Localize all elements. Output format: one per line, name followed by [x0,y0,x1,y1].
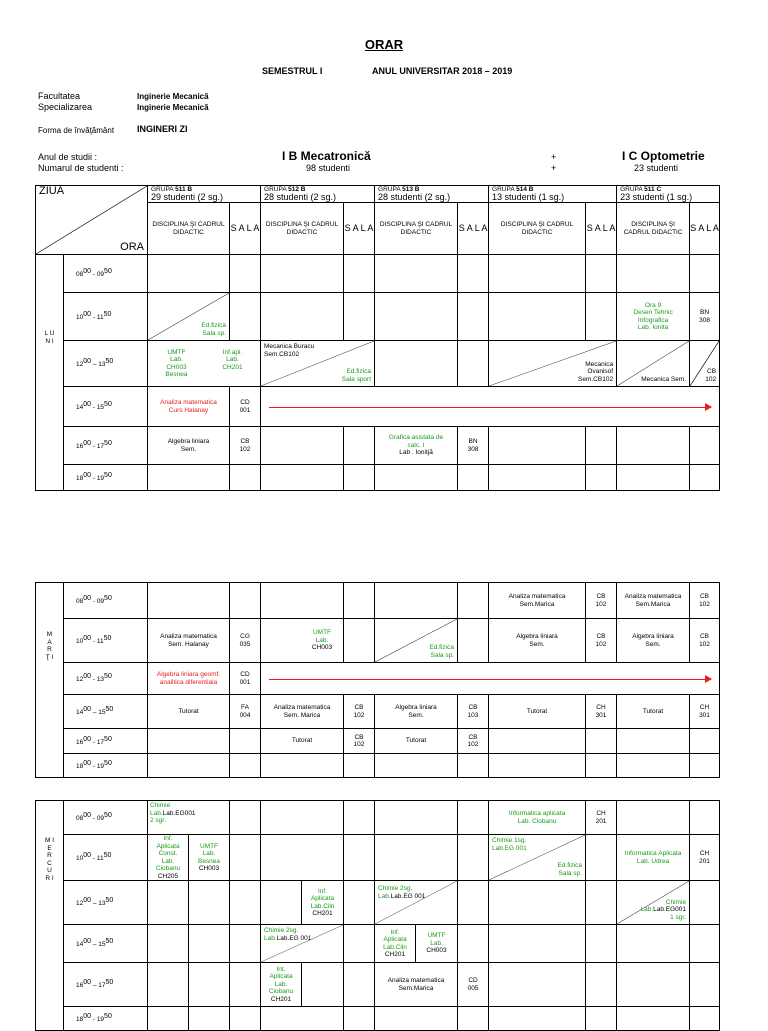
room-ch201: CH 201 [586,801,617,835]
ora-label: ORA [120,240,144,253]
cell-mecanica-514b: Mecanica Ovanisof Sem.CB102 [489,341,617,387]
specializare-label: Specializarea [38,102,93,112]
cell-tutorat-511c: Tutorat [617,695,690,729]
group-header-511b: GRUPA 511 B 29 studenti (2 sg.) [148,186,261,203]
cell-algebra-geom-curs: Algebra liniara geomf. analitica diferentiala [148,663,230,695]
forma-label: Forma de învăţământ [38,126,115,135]
cell-tutorat-512b: Tutorat [261,729,344,754]
disc-header: DISCIPLINA ŞI CADRUL DIDACTIC [261,203,344,255]
sala-header: S A L A [458,203,489,255]
cell-umtf-511b: UMTF Lab. Besnea CH003 [189,835,230,881]
program1-count: 98 studenti [306,163,351,173]
cell-edfiz-513b: Ed.fizica Sala sp. [375,619,458,663]
ziua-label: ZIUA [39,185,65,197]
cell-umtf-512b: UMTF Lab. CH003 [261,619,344,663]
time-slot: $14^{00} - 15^{50}$ [64,925,148,963]
cell-info-aplicata-511c: Informatica Aplicata Lab. Udrea [617,835,690,881]
cell-desen-tehnic: Ora 9 Desen Tehnic Infografica Lab. Ionita [617,293,690,341]
time-slot: $08^{00} - 09^{50}$ [64,255,148,293]
cell-am-512b: Analiza matematica Sem. Marica [261,695,344,729]
program2-title: I C Optometrie [622,149,705,163]
sala-header: S A L A [344,203,375,255]
sala-header: S A L A [586,203,617,255]
cell-am-511b: Analiza matematica Sem. Halanay [148,619,230,663]
semester-label: SEMESTRUL I [262,66,323,76]
cell-am-513b: Analiza matematica Sem.Marica [375,963,458,1007]
disc-header: DISCIPLINA ŞI CADRUL DIDACTIC [489,203,586,255]
time-slot: $08^{00} - 09^{50}$ [64,801,148,835]
cell-tutorat-511b: Tutorat [148,695,230,729]
day-marti: M A R Ţ I [36,583,64,778]
plus-sign-1: + [551,152,557,162]
course-arrow-row [261,663,720,695]
cell-chimie-511c: Chimie Lab.Lab.EG001 1 sgr. [617,881,690,925]
cell-al-511c: Algebra liniara Sem. [617,619,690,663]
sala-header: S A L A [690,203,720,255]
time-slot: $18^{00} - 19^{50}$ [64,465,148,491]
cell-info-aplicata-514b: Informatica aplicata Lab. Ciobanu [489,801,586,835]
time-slot: $12^{00} - 13^{50}$ [64,881,148,925]
cell-analiza-matematica-curs: Analiza matematica Curs Halanay [148,387,230,427]
time-slot: $16^{00} - 17^{50}$ [64,963,148,1007]
schedule-table-marti [35,582,720,778]
cell-chimie-514b: Chimie 1sg. Lab.EG 001 Ed.fizica Sala sp. [489,835,586,881]
program2-count: 23 studenti [634,163,679,173]
day-miercuri: M I E R C U R I [36,801,64,1031]
specializare-value: Inginerie Mecanică [137,103,209,112]
room-ch301: CH 301 [586,695,617,729]
room-cb102: CB 102 [344,695,375,729]
time-slot: $18^{00} - 19^{50}$ [64,1007,148,1031]
room-cd001: CD 001 [230,663,261,695]
cell-chimie-513b: Chimie 2sg. Lab.Lab.EG 001 [375,881,458,925]
room-cb102: CB 102 [690,619,720,663]
sala-header: S A L A [230,203,261,255]
time-slot: $12^{00} - 13^{50}$ [64,341,148,387]
room-cb102: CB 102 [586,583,617,619]
time-slot: $16^{00} - 17^{50}$ [64,729,148,754]
time-slot: $14^{00} - 15^{50}$ [64,695,148,729]
time-slot: $08^{00} - 09^{50}$ [64,583,148,619]
disc-header: DISCIPLINA ŞI CADRUL DIDACTIC [617,203,690,255]
disc-header: DISCIPLINA ŞI CADRUL DIDACTIC [375,203,458,255]
course-arrow-row [261,387,720,427]
cell-am-511c: Analiza matematica Sem.Marica [617,583,690,619]
cell-al-514b: Algebra liniara Sem. [489,619,586,663]
time-slot: $10^{00} - 11^{50}$ [64,619,148,663]
room-cb102: CB 102 [344,729,375,754]
group-header-513b: GRUPA 513 B 28 studenti (2 sg.) [375,186,489,203]
plus-sign-2: + [551,163,557,173]
room-ch201: CH 201 [690,835,720,881]
room-cd001: CD 001 [230,387,261,427]
group-header-514b: GRUPA 514 B 13 studenti (1 sg.) [489,186,617,203]
cell-al-513b: Algebra liniara Sem. [375,695,458,729]
cell-grafica-asistata: Grafica asistata de calc. I Lab . Ionitjă [375,427,458,465]
ziua-ora-header [36,186,148,255]
time-slot: $16^{00} - 17^{50}$ [64,427,148,465]
cell-inf-aplicata-512b: Inf. Aplicata Lab.Ciln CH201 [302,881,344,925]
time-slot: $10^{00} - 11^{50}$ [64,835,148,881]
cell-tutorat-514b: Tutorat [489,695,586,729]
time-slot: $12^{00} - 13^{50}$ [64,663,148,695]
cell-umtf-513b: UMTF Lab. CH003 [416,925,458,963]
arrow-right-icon [269,407,711,408]
room-fa004: FA 004 [230,695,261,729]
room-cb102: CB 102 [230,427,261,465]
arrow-right-icon [269,679,711,680]
room-bn308: BN 308 [458,427,489,465]
room-cd005: CD 005 [458,963,489,1007]
room-cb102: CB 102 [690,583,720,619]
cell-tutorat-513b: Tutorat [375,729,458,754]
time-slot: $18^{00} - 19^{50}$ [64,754,148,778]
room-cb102: CB 102 [586,619,617,663]
group-header-511c: GRUPA 511 C 23 studenti (1 sg.) [617,186,720,203]
forma-value: INGINERI ZI [137,124,188,134]
anul-label: Anul de studii : [38,152,98,162]
room-cb103: CB 103 [458,695,489,729]
room-cb102: CB 102 [458,729,489,754]
time-slot: $10^{00} - 11^{50}$ [64,293,148,341]
time-slot: $14^{00} - 15^{50}$ [64,387,148,427]
cell-mecanica-511c: Mecanica Sem. [617,341,690,387]
room-ch301: CH 301 [690,695,720,729]
facultate-value: Inginerie Mecanică [137,92,209,101]
day-luni: L U N I [36,255,64,491]
cell-algebra-liniara: Algebra liniara Sem. [148,427,230,465]
academic-year: ANUL UNIVERSITAR 2018 – 2019 [372,66,513,76]
cell-edfiz-511b: Ed.fizica Sala sp. [148,293,230,341]
nr-studenti-label: Numarul de studenti : [38,163,124,173]
cell-am-514b: Analiza matematica Sem.Marica [489,583,586,619]
cell-umtf-infapl: UMTF Lab. CH003 Besnea Inf.apl. Lab. CH201 [148,341,261,387]
cell-chimie-512b: Chimie 2sg. Lab.Lab.EG 001 [261,925,344,963]
cell-mecanica-512b: Mecanica Buracu Sem.CB102 Ed.fizica Sala sport [261,341,375,387]
cell-inf-aplicata-512b-2: Int. Aplicata Lab. Ciobanu CH201 [261,963,302,1007]
facultate-label: Facultatea [38,91,81,101]
cell-chimie-511b: Chimie Lab.Lab.EG001 2 sgr. [148,801,230,835]
room-cg035: CG 035 [230,619,261,663]
cell-inf-aplicata-511b: Inf. Aplicata Const. Lab. Ciobanu CH205 [148,835,189,881]
cell-inf-aplicata-513b: Inf. Aplicata Lab.Ciln CH201 [375,925,416,963]
schedule-table-miercuri [35,800,720,1031]
room-cb102: CB 102 [690,341,720,387]
page-title: ORAR [364,37,404,52]
disc-header: DISCIPLINA ŞI CADRUL DIDACTIC [148,203,230,255]
program1-title: I B Mecatronică [282,149,371,163]
schedule-table-luni [35,185,720,491]
room-bn308: BN 308 [690,293,720,341]
group-header-512b: GRUPA 512 B 28 studenti (2 sg.) [261,186,375,203]
